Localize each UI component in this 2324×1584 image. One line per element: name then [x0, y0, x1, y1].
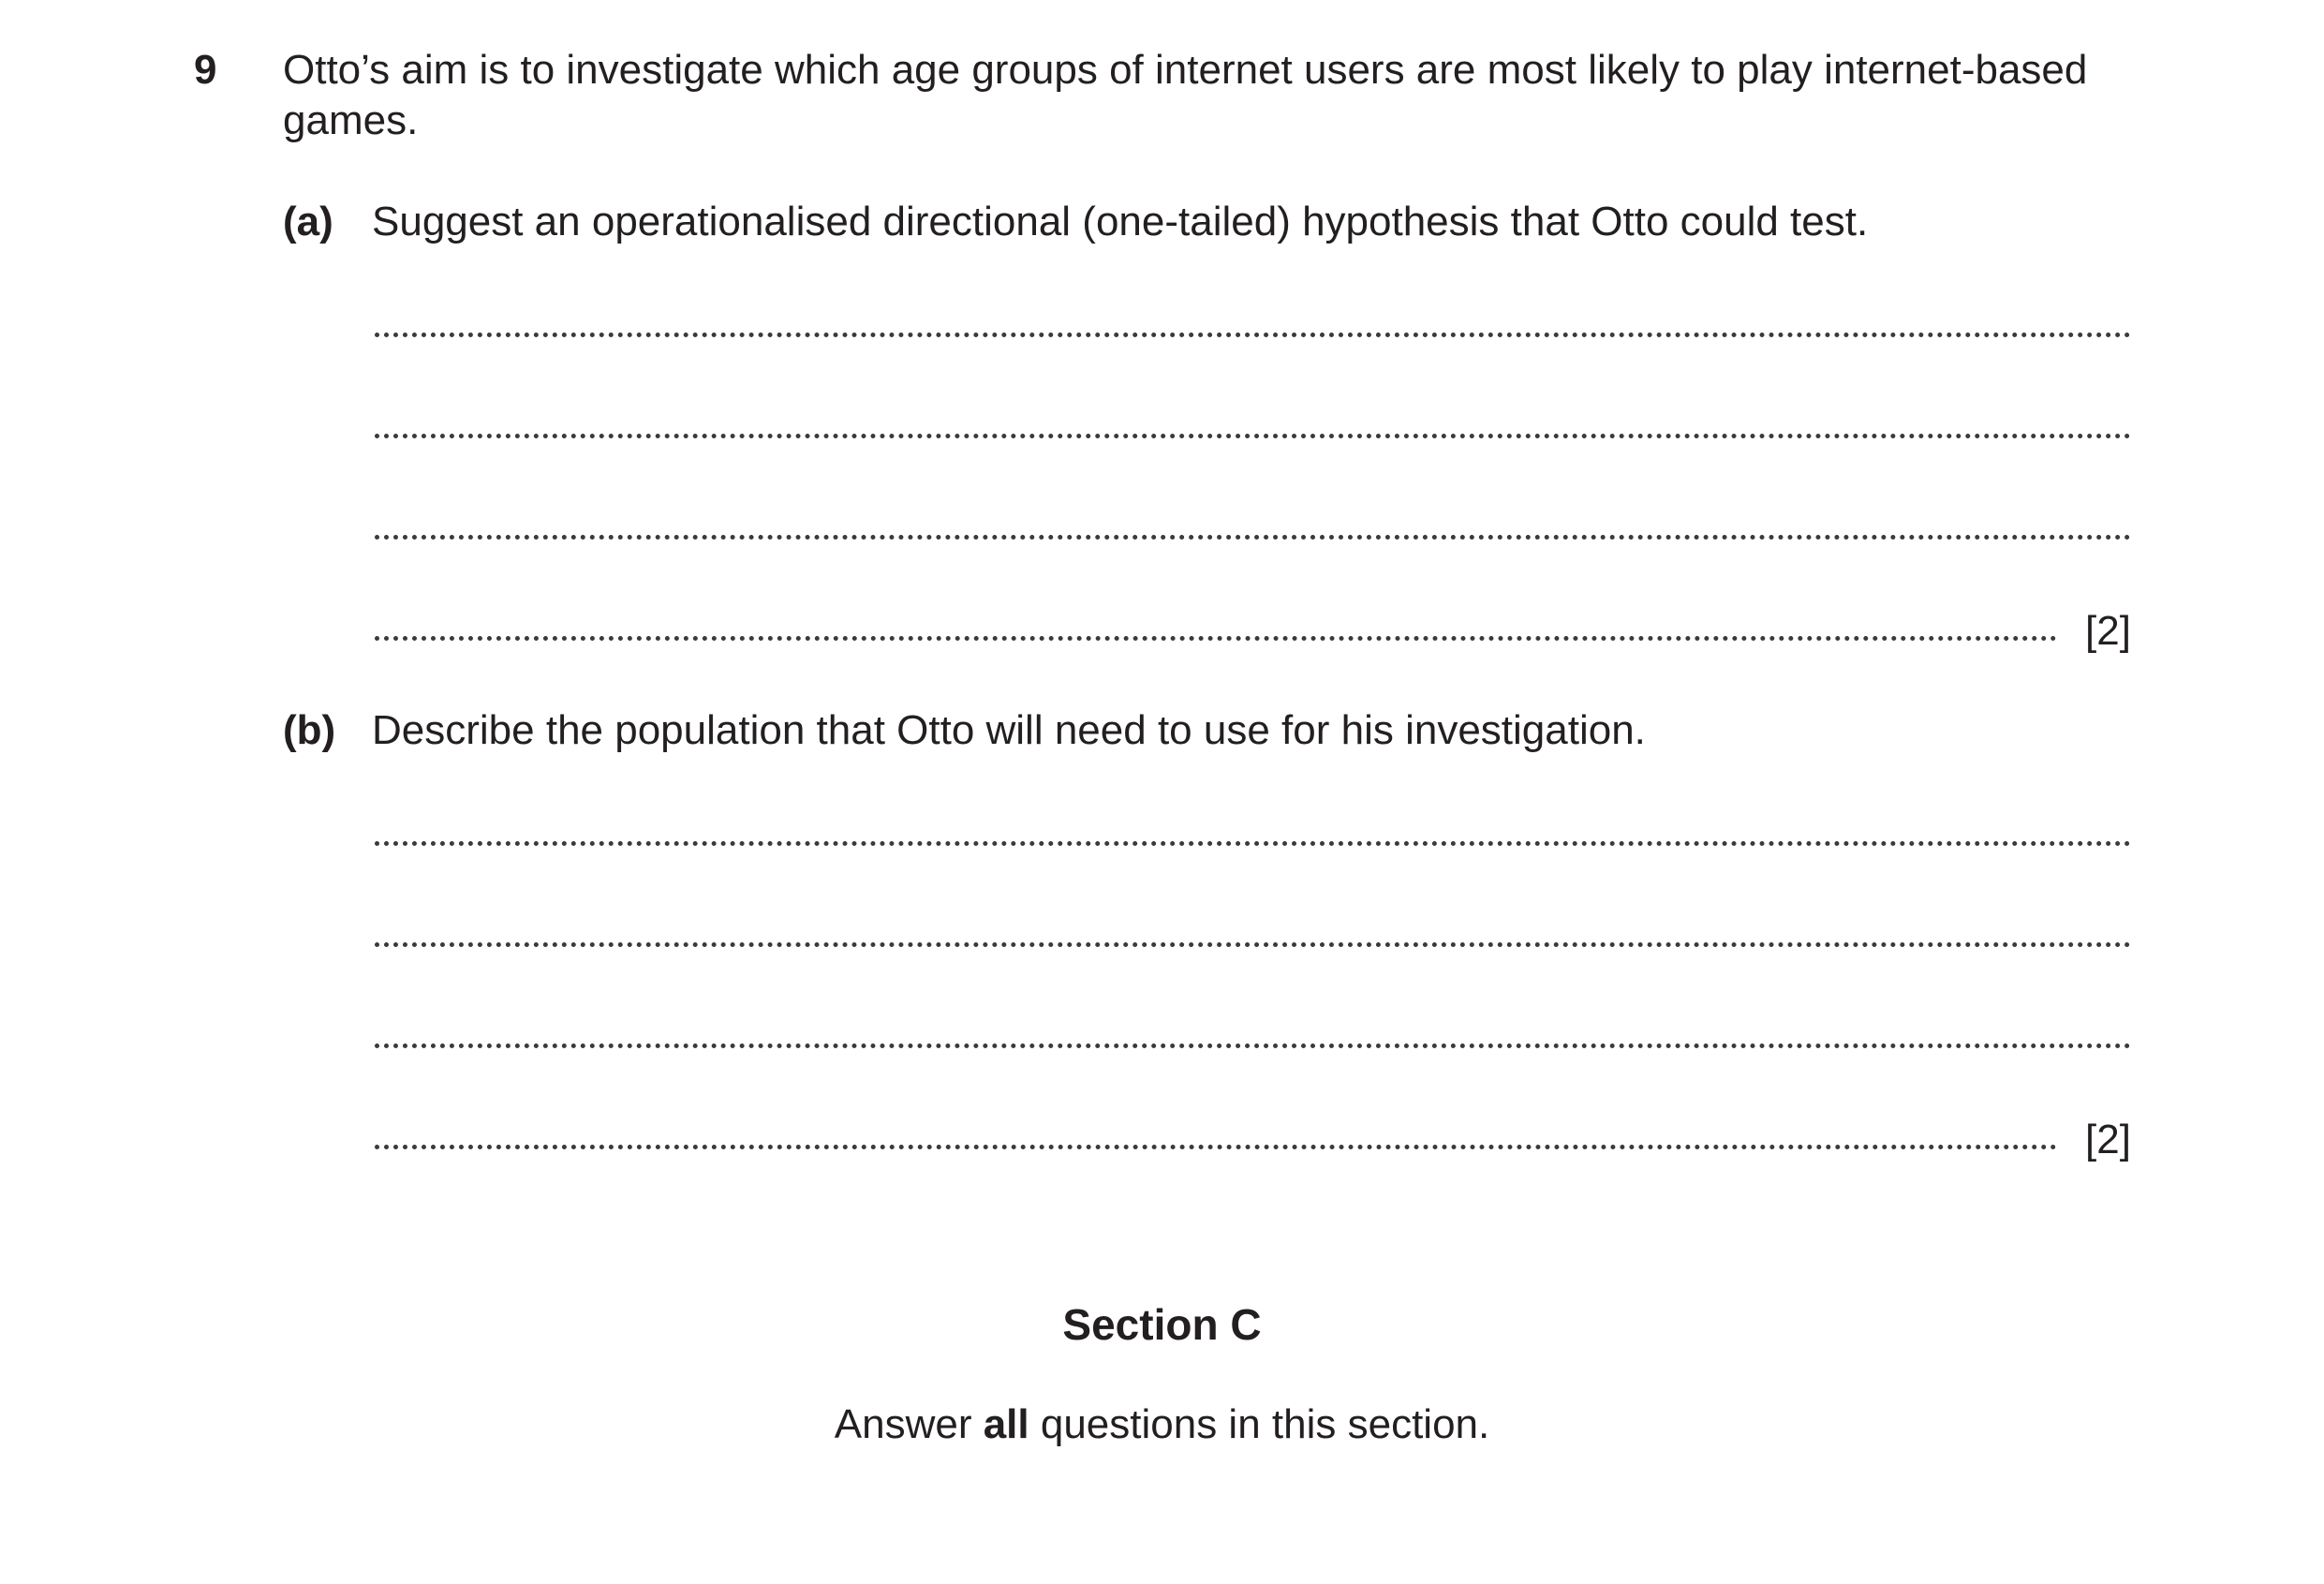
part-b-text: Describe the population that Otto will need to use for his investigation. [372, 707, 1646, 753]
part-a-answer-line-3[interactable] [375, 535, 2131, 540]
part-a-text: Suggest an operationalised directional (one-tailed) hypothesis that Otto could test. [372, 199, 1869, 244]
part-a-answer-line-1[interactable] [375, 333, 2131, 337]
instruction-text-before: Answer [834, 1401, 984, 1447]
part-b-answer-line-3[interactable] [375, 1044, 2131, 1048]
part-a-marks: [2] [2085, 608, 2131, 654]
part-b-answer-line-1[interactable] [375, 841, 2131, 846]
section-instruction [0, 1399, 2324, 1450]
instruction-text-bold: all [983, 1401, 1029, 1447]
part-a-answer-line-4[interactable] [375, 636, 2057, 641]
part-b-answer-line-2[interactable] [375, 942, 2131, 947]
part-a-label: (a) [283, 199, 333, 244]
part-a-answer-line-2[interactable] [375, 434, 2131, 438]
question-number: 9 [194, 47, 217, 93]
part-b-answer-line-4[interactable] [375, 1145, 2057, 1149]
instruction-text-after: questions in this section. [1029, 1401, 1490, 1447]
part-b-label: (b) [283, 707, 336, 753]
part-b-marks: [2] [2085, 1117, 2131, 1162]
question-stem: Otto’s aim is to investigate which age groups of internet users are most likely to play internet-based games. [283, 47, 2088, 143]
section-heading: Section C [1062, 1300, 1262, 1349]
